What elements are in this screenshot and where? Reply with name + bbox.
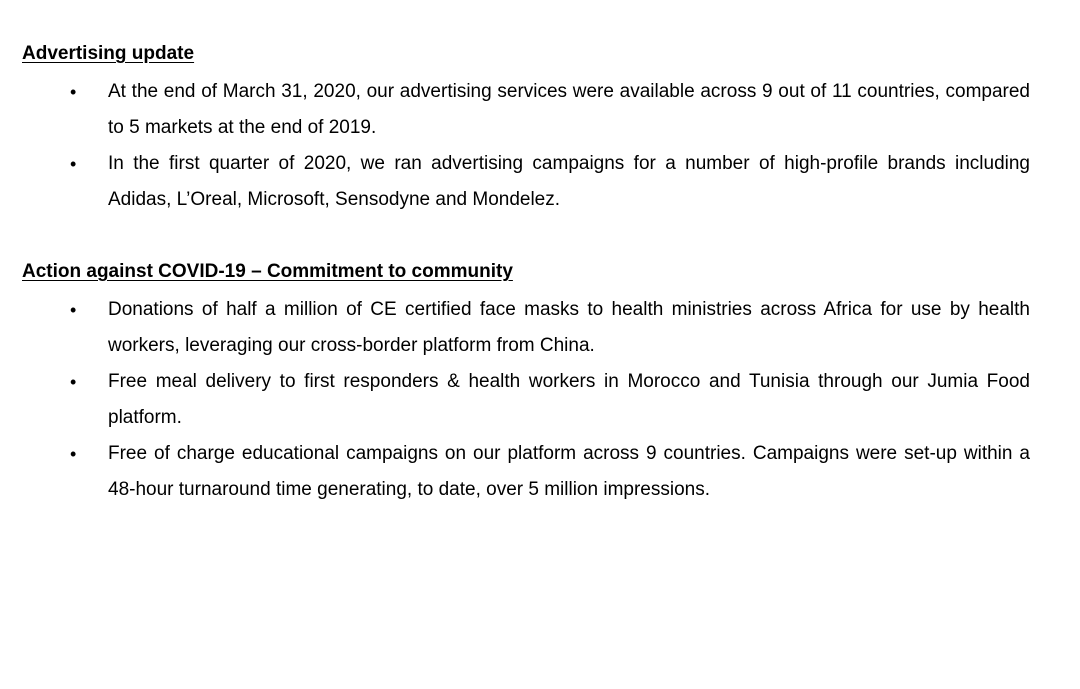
bullet-icon: • (70, 444, 77, 464)
list-item (0, 364, 1080, 436)
bullet-list-covid (0, 292, 1080, 508)
bullet-text: Free of charge educational campaigns on our platform across 9 countries. Campaigns were set-up within a 48-hour turnaround time generating, to date, over 5 million impressions. (108, 443, 1030, 500)
section-heading-covid-action: Action against COVID-19 – Commitment to community (22, 261, 513, 282)
list-item (0, 292, 1080, 364)
list-item (0, 436, 1080, 508)
bullet-icon: • (70, 154, 77, 174)
bullet-icon: • (70, 372, 77, 392)
bullet-text: Free meal delivery to first responders & health workers in Morocco and Tunisia through our Jumia Food platform. (108, 371, 1030, 428)
bullet-text: In the first quarter of 2020, we ran advertising campaigns for a number of high-profile brands including Adidas, L’Oreal, Microsoft, Sensodyne and Mondelez. (108, 153, 1030, 210)
list-item (0, 146, 1080, 218)
bullet-text: At the end of March 31, 2020, our advertising services were available across 9 out of 11 countries, compared to 5 markets at the end of 2019. (108, 81, 1030, 138)
bullet-text: Donations of half a million of CE certified face masks to health ministries across Africa for use by health workers, leveraging our cross-border platform from China. (108, 299, 1030, 356)
list-item (0, 74, 1080, 146)
bullet-icon: • (70, 82, 77, 102)
bullet-icon: • (70, 300, 77, 320)
section-heading-advertising-update: Advertising update (22, 43, 195, 64)
bullet-list-advertising (0, 74, 1080, 218)
